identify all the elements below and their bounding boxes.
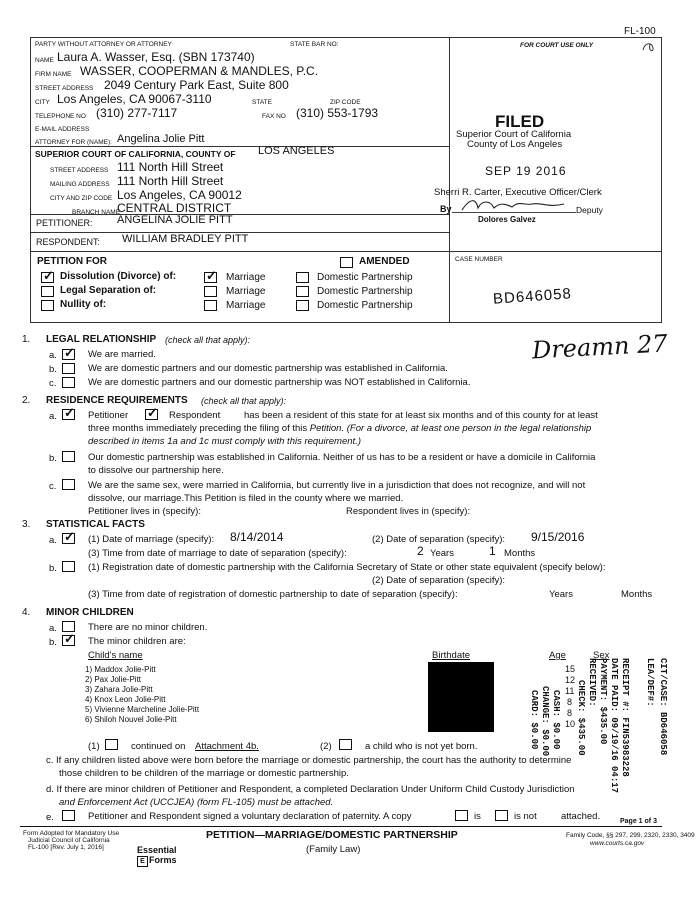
child-row: 1) Maddox Jolie-Pitt <box>85 665 156 674</box>
case-number-label: CASE NUMBER <box>455 256 503 263</box>
receipt-line: RECEIVED: <box>587 658 597 707</box>
street-label: STREET ADDRESS <box>35 85 94 92</box>
child-age: 10 <box>565 719 576 729</box>
unborn-checkbox[interactable] <box>339 739 352 750</box>
bar-label: STATE BAR NO: <box>290 41 339 48</box>
sec1-b-letter: b. <box>49 364 57 375</box>
separation-date: 9/15/2016 <box>531 530 585 544</box>
child-age: 8 <box>567 708 573 718</box>
fax-value: (310) 553-1793 <box>296 106 379 120</box>
paternity-is-label: is <box>474 811 481 822</box>
filed-stamp-by: By <box>440 204 452 214</box>
sec4-num: 4. <box>22 607 31 618</box>
child-row: 5) Vivienne Marcheline Jolie-Pitt <box>85 705 200 714</box>
continued-text: continued on <box>131 741 186 752</box>
fax-label: FAX NO <box>262 113 286 120</box>
sec2-c-petitioner-lives: Petitioner lives in (specify): <box>88 506 201 517</box>
filed-stamp-date: SEP 19 2016 <box>485 164 567 178</box>
continued-checkbox[interactable] <box>105 739 118 750</box>
email-label: E-MAIL ADDRESS <box>35 126 90 133</box>
filed-stamp-title: FILED <box>495 112 545 131</box>
sec2-b-text1: Our domestic partnership was established in California. Neither of us has to be a resident or have a domicile in California <box>88 452 596 463</box>
court-mailing-label: MAILING ADDRESS <box>50 181 110 188</box>
receipt-line: CARD: $0.00 <box>529 690 539 750</box>
footer-code: Family Code, §§ 297, 299, 2320, 2330, 3409 <box>566 832 695 839</box>
cont-2-label: (2) <box>320 741 332 752</box>
court-branch-value: CENTRAL DISTRICT <box>117 201 232 215</box>
sec3-years-value: 2 <box>417 544 424 558</box>
col-sex: Sex <box>593 650 610 661</box>
receipt-line: CASH: $0.00 <box>551 690 561 750</box>
header-right-border <box>661 37 662 322</box>
attorney-name: Laura A. Wasser, Esq. (SBN 173740) <box>57 50 255 64</box>
receipt-line: RECEIPT #: FIN53983228 <box>620 658 630 777</box>
footer-council: Judicial Council of California <box>28 837 110 844</box>
court-street-value: 111 North Hill Street <box>117 160 224 174</box>
street-value: 2049 Century Park East, Suite 800 <box>104 78 289 92</box>
court-cityzip-label: CITY AND ZIP CODE <box>50 195 113 202</box>
handwritten-note: Dreamn 27 <box>531 329 669 365</box>
separation-dp-checkbox[interactable] <box>296 286 309 297</box>
sec2-a-petitioner: Petitioner <box>88 410 129 421</box>
sec3-b-letter: b. <box>49 563 57 574</box>
state-label: STATE <box>252 99 272 106</box>
receipt-line: CIT/CASE: BD646058 <box>658 658 668 756</box>
sec3-b3-months: Months <box>621 589 653 600</box>
sec2-b-checkbox[interactable] <box>62 451 75 462</box>
firm-label: FIRM NAME <box>35 71 72 78</box>
sec3-b-checkbox[interactable] <box>62 561 75 572</box>
sec3-months-label: Months <box>504 548 536 559</box>
child-age: 15 <box>565 664 576 674</box>
filed-stamp-clerk: Dolores Galvez <box>478 215 536 224</box>
sec2-a-text3: described in items 1a and 1c must comply with this requirement.) <box>88 436 361 447</box>
sec4-e-letter: e. <box>46 812 54 823</box>
form-id: FL-100 <box>624 26 656 37</box>
sec4-c-text1: c. If any children listed above were born before the marriage or domestic partnership, the court has the authority to determine <box>46 755 572 766</box>
nullity-dp-label: Domestic Partnership <box>317 300 413 311</box>
separation-dp-label: Domestic Partnership <box>317 286 413 297</box>
sec2-c-text2: dissolve, our marriage.This Petition is filed in the county where we married. <box>88 493 404 504</box>
receipt-line: CHECK: $435.00 <box>576 680 586 756</box>
nullity-dp-checkbox[interactable] <box>296 300 309 311</box>
sec1-b-checkbox[interactable] <box>62 363 75 374</box>
sec4-b-letter: b. <box>49 637 57 648</box>
footer-rev: FL-100 [Rev. July 1, 2016] <box>28 844 104 851</box>
paternity-attached-label: attached. <box>561 811 601 822</box>
petition-left-border <box>30 251 31 322</box>
child-row: 6) Shiloh Nouvel Jolie-Pitt <box>85 715 177 724</box>
sec4-b-checkbox[interactable] <box>62 635 75 646</box>
footer-subtitle: (Family Law) <box>306 844 361 855</box>
nullity-marriage-checkbox[interactable] <box>204 300 217 311</box>
sec3-b2-label: (2) Date of separation (specify): <box>372 575 506 586</box>
clerk-signature <box>460 196 570 214</box>
dissolution-label: Dissolution (Divorce) of: <box>60 271 177 282</box>
city-value: Los Angeles, CA 90067-3110 <box>57 92 212 106</box>
legal-separation-checkbox[interactable] <box>41 286 54 297</box>
receipt-line: DATE PAID: 09/19/16 04:17 <box>609 658 619 794</box>
sec2-a-respondent: Respondent <box>169 410 221 421</box>
marriage-date: 8/14/2014 <box>230 530 284 544</box>
case-number-top-border <box>449 251 661 252</box>
sec4-b-text: The minor children are: <box>88 636 186 647</box>
sec3-title: STATISTICAL FACTS <box>46 519 145 530</box>
county-value: LOS ANGELES <box>258 145 335 157</box>
sec4-c-text2: those children to be children of the marriage or domestic partnership. <box>59 768 349 779</box>
col-birthdate: Birthdate <box>432 650 471 661</box>
sec2-b-letter: b. <box>49 453 57 464</box>
attachment-4b-link[interactable]: Attachment 4b. <box>195 741 259 752</box>
unborn-text: a child who is not yet born. <box>365 741 478 752</box>
child-age: 11 <box>565 686 575 696</box>
cont-1-label: (1) <box>88 741 100 752</box>
dissolution-marriage-checkbox[interactable] <box>204 272 217 283</box>
sec3-b1-label: (1) Registration date of domestic partnership with the California Secretary of State or other state equivalent (specify below): <box>88 562 606 573</box>
sec3-a2-label: (2) Date of separation (specify): <box>372 534 506 545</box>
attorney-for-value: Angelina Jolie Pitt <box>117 133 205 145</box>
sec1-a-checkbox[interactable] <box>62 349 75 360</box>
forms-logo-icon: E <box>137 856 148 867</box>
sec4-e-checkbox[interactable] <box>62 810 75 821</box>
zip-label: ZIP CODE <box>330 99 361 106</box>
sec2-c-checkbox[interactable] <box>62 479 75 490</box>
nullity-label: Nullity of: <box>60 299 107 310</box>
sec2-note: (check all that apply): <box>201 396 287 406</box>
sec4-e-text: Petitioner and Respondent signed a voluntary declaration of paternity. A copy <box>88 811 412 822</box>
paternity-isnot-checkbox[interactable] <box>495 810 508 821</box>
sec1-a-text: We are married. <box>88 349 156 360</box>
city-label: CITY <box>35 99 50 106</box>
sec1-c-checkbox[interactable] <box>62 377 75 388</box>
handwritten-mark <box>640 40 658 54</box>
phone-value: (310) 277-7117 <box>96 106 178 120</box>
header-divider <box>449 37 450 322</box>
sec3-a-checkbox[interactable] <box>62 533 75 544</box>
sec1-title: LEGAL RELATIONSHIP <box>46 334 157 345</box>
case-number-value: BD646058 <box>492 285 573 308</box>
sec2-a-letter: a. <box>49 411 57 422</box>
amended-checkbox[interactable] <box>340 257 353 268</box>
sec3-b3-label: (3) Time from date of registration of domestic partnership to date of separation (specify): <box>88 589 458 600</box>
sec2-a-text1: has been a resident of this state for at least six months and of this county for at least <box>244 410 598 421</box>
filed-stamp-court: Superior Court of California <box>456 129 572 140</box>
header-left-border <box>30 37 31 251</box>
phone-label: TELEPHONE NO <box>35 113 86 120</box>
header-top-border <box>30 37 662 38</box>
col-age: Age <box>549 650 566 661</box>
sec4-d-text1: d. If there are minor children of Petitioner and Respondent, a completed Declaration Under Uniform Child Custody Jurisdiction <box>46 784 575 795</box>
nullity-marriage-label: Marriage <box>226 300 266 311</box>
sec2-c-respondent-lives: Respondent lives in (specify): <box>346 506 471 517</box>
petition-for-title: PETITION FOR <box>37 256 107 267</box>
paternity-is-checkbox[interactable] <box>455 810 468 821</box>
petitioner-value: ANGELINA JOLIE PITT <box>117 214 233 226</box>
sec4-title: MINOR CHILDREN <box>46 607 134 618</box>
footer-title: PETITION—MARRIAGE/DOMESTIC PARTNERSHIP <box>206 829 458 841</box>
sec2-a-petitioner-checkbox[interactable] <box>62 409 75 420</box>
footer-site: www.courts.ca.gov <box>590 840 645 847</box>
dissolution-dp-label: Domestic Partnership <box>317 272 413 283</box>
sec3-months-value: 1 <box>489 544 496 558</box>
party-label: PARTY WITHOUT ATTORNEY OR ATTORNEY <box>35 41 172 48</box>
header-bottom-border <box>30 322 662 323</box>
brand-forms: E Forms <box>137 855 177 867</box>
sec2-a-respondent-checkbox[interactable] <box>145 409 158 420</box>
sec2-num: 2. <box>22 395 31 406</box>
receipt-line: LEA/DEF#: <box>645 658 655 707</box>
sec1-c-text: We are domestic partners and our domestic partnership was NOT established in California. <box>88 377 471 388</box>
attorney-for-label: ATTORNEY FOR (NAME): <box>35 139 112 146</box>
court-branch-label: BRANCH NAME <box>72 209 121 216</box>
separation-marriage-label: Marriage <box>226 286 266 297</box>
sec1-a-letter: a. <box>49 350 57 361</box>
firm-name: WASSER, COOPERMAN & MANDLES, P.C. <box>80 64 319 78</box>
col-child-name: Child's name <box>88 650 143 661</box>
court-use-label: FOR COURT USE ONLY <box>520 42 594 49</box>
sec1-c-letter: c. <box>49 378 57 389</box>
sec3-years-label: Years <box>430 548 454 559</box>
court-cityzip-value: Los Angeles, CA 90012 <box>117 188 242 202</box>
sec4-d-text2: and Enforcement Act (UCCJEA) (form FL-105) must be attached. <box>59 797 334 808</box>
sec4-a-letter: a. <box>49 623 57 634</box>
child-row: 3) Zahara Jolie-Pitt <box>85 685 153 694</box>
sec2-c-letter: c. <box>49 481 57 492</box>
sec1-num: 1. <box>22 334 31 345</box>
footer-adopted: Form Adopted for Mandatory Use <box>23 830 120 837</box>
sec3-num: 3. <box>22 519 31 530</box>
filed-stamp-deputy: Deputy <box>576 205 603 215</box>
amended-label: AMENDED <box>359 256 410 267</box>
child-age: 12 <box>565 675 576 685</box>
respondent-value: WILLIAM BRADLEY PITT <box>122 233 249 245</box>
footer-page: Page 1 of 3 <box>620 818 657 825</box>
footer-rule <box>20 826 662 827</box>
redacted-birthdates <box>428 662 494 732</box>
separation-marriage-checkbox[interactable] <box>204 286 217 297</box>
name-label: NAME <box>35 57 54 64</box>
child-age: 8 <box>567 697 573 707</box>
legal-separation-label: Legal Separation of: <box>60 285 157 296</box>
filed-stamp-county: County of Los Angeles <box>467 139 563 150</box>
child-row: 4) Knox Leon Jolie-Pitt <box>85 695 166 704</box>
dissolution-marriage-label: Marriage <box>226 272 266 283</box>
child-row: 2) Pax Jolie-Pitt <box>85 675 142 684</box>
sec2-title: RESIDENCE REQUIREMENTS <box>46 395 188 406</box>
nullity-checkbox[interactable] <box>41 300 54 311</box>
sec3-b3-years: Years <box>549 589 573 600</box>
header-court-border <box>30 146 449 147</box>
sec2-a-text2: three months immediately preceding the filing of this Petition. (For a divorce, at least one person in the legal relationship <box>88 423 592 434</box>
sec1-b-text: We are domestic partners and our domestic partnership was established in California. <box>88 363 448 374</box>
court-title: SUPERIOR COURT OF CALIFORNIA, COUNTY OF <box>35 149 236 159</box>
sec1-note: (check all that apply): <box>165 335 251 345</box>
petitioner-label: PETITIONER: <box>36 218 93 228</box>
sec3-a1-label: (1) Date of marriage (specify): <box>88 534 215 545</box>
dissolution-checkbox[interactable] <box>41 272 54 283</box>
receipt-line: PAYMENT: $435.00 <box>598 658 608 745</box>
court-street-label: STREET ADDRESS <box>50 167 109 174</box>
sec2-c-text1: We are the same sex, were married in California, but currently live in a jurisdiction that does not recognize, and will not <box>88 480 586 491</box>
paternity-isnot-label: is not <box>514 811 537 822</box>
sec3-a-letter: a. <box>49 535 57 546</box>
dissolution-dp-checkbox[interactable] <box>296 272 309 283</box>
sec2-b-text2: to dissolve our partnership here. <box>88 465 224 476</box>
receipt-line: CHANGE: $0.00 <box>540 686 550 757</box>
sec4-a-text: There are no minor children. <box>88 622 208 633</box>
respondent-label: RESPONDENT: <box>36 237 101 247</box>
brand-essential: Essential <box>137 845 177 855</box>
filed-stamp-officer: Sherri R. Carter, Executive Officer/Clerk <box>434 187 602 198</box>
sec3-a3-label: (3) Time from date of marriage to date of separation (specify): <box>88 548 347 559</box>
court-mailing-value: 111 North Hill Street <box>117 174 224 188</box>
